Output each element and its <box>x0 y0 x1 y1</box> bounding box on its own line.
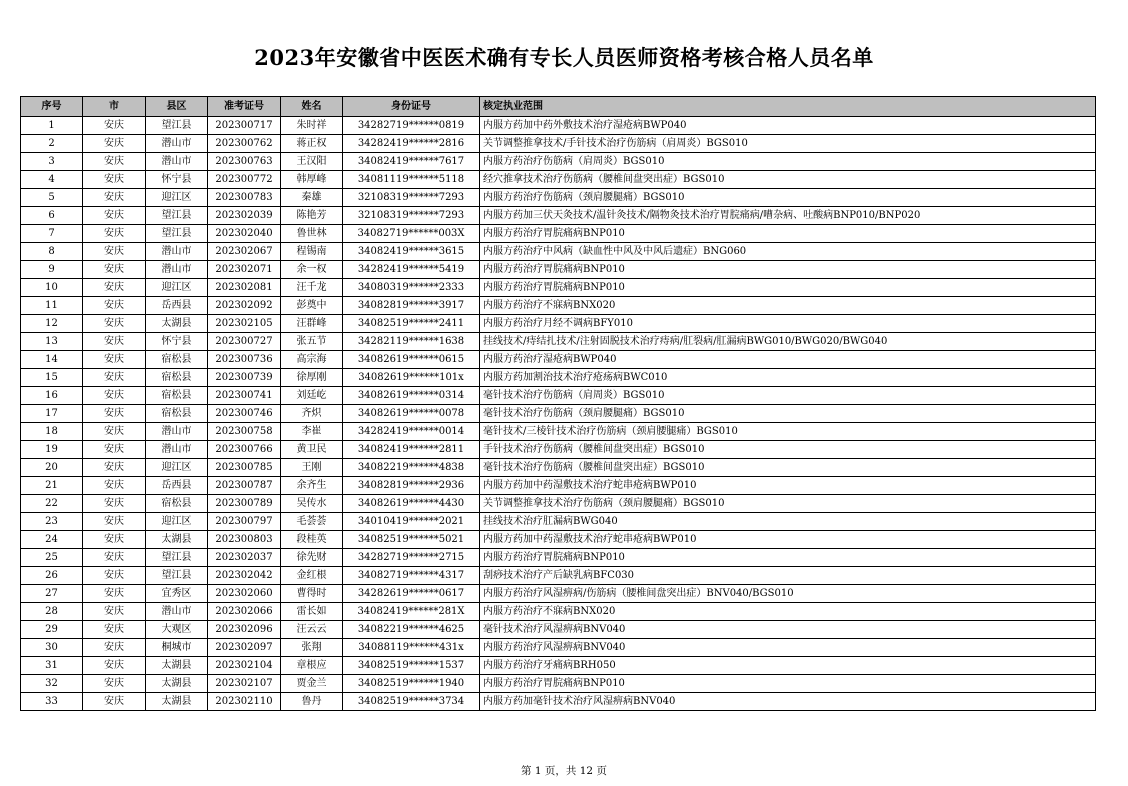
cell-name: 朱时祥 <box>281 117 343 135</box>
table-row <box>21 639 1096 657</box>
cell-index: 19 <box>21 441 83 459</box>
cell-name: 段桂英 <box>281 531 343 549</box>
cell-name: 鲁世林 <box>281 225 343 243</box>
cell-county: 太湖县 <box>146 315 208 333</box>
cell-city: 安庆 <box>83 117 146 135</box>
cell-id-number: 34282719******0819 <box>343 117 480 135</box>
cell-city: 安庆 <box>83 135 146 153</box>
cell-county: 怀宁县 <box>146 333 208 351</box>
cell-id-number: 34282119******1638 <box>343 333 480 351</box>
cell-exam-number: 202300741 <box>208 387 281 405</box>
cell-practice-scope: 内服方药加中药湿敷技术治疗蛇串疮病BWP010 <box>480 531 1096 549</box>
cell-id-number: 34081119******5118 <box>343 171 480 189</box>
cell-practice-scope: 内服方药治疗伤筋病（颈肩腰腿痛）BGS010 <box>480 189 1096 207</box>
cell-id-number: 34082519******1940 <box>343 675 480 693</box>
cell-name: 黄卫民 <box>281 441 343 459</box>
cell-county: 宿松县 <box>146 369 208 387</box>
cell-exam-number: 202300785 <box>208 459 281 477</box>
cell-city: 安庆 <box>83 153 146 171</box>
cell-index: 17 <box>21 405 83 423</box>
cell-exam-number: 202302104 <box>208 657 281 675</box>
cell-city: 安庆 <box>83 369 146 387</box>
cell-id-number: 34082219******4838 <box>343 459 480 477</box>
cell-name: 汪千龙 <box>281 279 343 297</box>
cell-city: 安庆 <box>83 513 146 531</box>
cell-index: 24 <box>21 531 83 549</box>
cell-id-number: 34282719******2715 <box>343 549 480 567</box>
table-row <box>21 369 1096 387</box>
table-row <box>21 315 1096 333</box>
cell-name: 汪云云 <box>281 621 343 639</box>
cell-city: 安庆 <box>83 423 146 441</box>
cell-id-number: 34082819******2936 <box>343 477 480 495</box>
cell-exam-number: 202300763 <box>208 153 281 171</box>
cell-name: 刘廷屹 <box>281 387 343 405</box>
cell-index: 2 <box>21 135 83 153</box>
cell-name: 徐厚刚 <box>281 369 343 387</box>
cell-practice-scope: 手针技术治疗伤筋病（腰椎间盘突出症）BGS010 <box>480 441 1096 459</box>
cell-exam-number: 202302037 <box>208 549 281 567</box>
cell-exam-number: 202302105 <box>208 315 281 333</box>
cell-practice-scope: 内服方药加中药湿敷技术治疗蛇串疮病BWP010 <box>480 477 1096 495</box>
cell-exam-number: 202302066 <box>208 603 281 621</box>
table-row <box>21 621 1096 639</box>
cell-name: 毛荟荟 <box>281 513 343 531</box>
cell-index: 1 <box>21 117 83 135</box>
cell-name: 余一权 <box>281 261 343 279</box>
cell-name: 李崔 <box>281 423 343 441</box>
cell-id-number: 34082419******3615 <box>343 243 480 261</box>
cell-city: 安庆 <box>83 243 146 261</box>
cell-county: 潜山市 <box>146 243 208 261</box>
roster-body <box>21 117 1096 711</box>
cell-county: 望江县 <box>146 567 208 585</box>
cell-county: 迎江区 <box>146 189 208 207</box>
cell-practice-scope: 毫针技术治疗伤筋病（肩周炎）BGS010 <box>480 387 1096 405</box>
cell-county: 望江县 <box>146 117 208 135</box>
cell-practice-scope: 内服方药加割治技术治疗疮疡病BWC010 <box>480 369 1096 387</box>
cell-exam-number: 202300772 <box>208 171 281 189</box>
cell-practice-scope: 内服方药治疗伤筋病（肩周炎）BGS010 <box>480 153 1096 171</box>
cell-county: 宿松县 <box>146 495 208 513</box>
cell-county: 桐城市 <box>146 639 208 657</box>
cell-county: 潜山市 <box>146 603 208 621</box>
cell-practice-scope: 内服方药治疗胃脘痛病BNP010 <box>480 549 1096 567</box>
cell-name: 秦雄 <box>281 189 343 207</box>
cell-exam-number: 202300717 <box>208 117 281 135</box>
cell-exam-number: 202302097 <box>208 639 281 657</box>
cell-practice-scope: 内服方药治疗胃脘痛病BNP010 <box>480 675 1096 693</box>
table-row <box>21 279 1096 297</box>
cell-county: 潜山市 <box>146 153 208 171</box>
cell-exam-number: 202302071 <box>208 261 281 279</box>
cell-county: 岳西县 <box>146 297 208 315</box>
cell-exam-number: 202300787 <box>208 477 281 495</box>
cell-id-number: 34282419******0014 <box>343 423 480 441</box>
table-row <box>21 351 1096 369</box>
cell-name: 王汉阳 <box>281 153 343 171</box>
cell-city: 安庆 <box>83 225 146 243</box>
cell-index: 20 <box>21 459 83 477</box>
cell-name: 徐先财 <box>281 549 343 567</box>
table-row <box>21 333 1096 351</box>
roster-table <box>20 96 1096 711</box>
cell-name: 韩厚峰 <box>281 171 343 189</box>
cell-practice-scope: 挂线技术/痔结扎技术/注射固脱技术治疗痔病/肛裂病/肛漏病BWG010/BWG020/BWG040 <box>480 333 1096 351</box>
column-header-exam-number: 准考证号 <box>208 97 281 117</box>
cell-id-number: 34082719******003X <box>343 225 480 243</box>
cell-name: 曹得时 <box>281 585 343 603</box>
table-row <box>21 261 1096 279</box>
column-header-practice-scope: 核定执业范围 <box>480 97 1096 117</box>
table-row <box>21 495 1096 513</box>
cell-name: 金红根 <box>281 567 343 585</box>
cell-city: 安庆 <box>83 261 146 279</box>
table-row <box>21 513 1096 531</box>
cell-name: 彭奠中 <box>281 297 343 315</box>
cell-practice-scope: 关节调整推拿技术/手针技术治疗伤筋病（肩周炎）BGS010 <box>480 135 1096 153</box>
table-row <box>21 297 1096 315</box>
table-row <box>21 117 1096 135</box>
table-row <box>21 135 1096 153</box>
table-row <box>21 405 1096 423</box>
cell-name: 鲁丹 <box>281 693 343 711</box>
cell-exam-number: 202302107 <box>208 675 281 693</box>
cell-name: 章根应 <box>281 657 343 675</box>
cell-city: 安庆 <box>83 675 146 693</box>
cell-exam-number: 202300762 <box>208 135 281 153</box>
cell-city: 安庆 <box>83 279 146 297</box>
cell-index: 29 <box>21 621 83 639</box>
cell-index: 6 <box>21 207 83 225</box>
cell-index: 21 <box>21 477 83 495</box>
table-row <box>21 441 1096 459</box>
cell-exam-number: 202302060 <box>208 585 281 603</box>
cell-id-number: 34082519******3734 <box>343 693 480 711</box>
cell-practice-scope: 内服方药加毫针技术治疗风湿痹病BNV040 <box>480 693 1096 711</box>
cell-practice-scope: 内服方药治疗不寐病BNX020 <box>480 603 1096 621</box>
cell-city: 安庆 <box>83 639 146 657</box>
header-row <box>21 97 1096 117</box>
table-row <box>21 153 1096 171</box>
cell-practice-scope: 内服方药加中药外敷技术治疗湿疮病BWP040 <box>480 117 1096 135</box>
cell-city: 安庆 <box>83 549 146 567</box>
cell-index: 4 <box>21 171 83 189</box>
cell-practice-scope: 毫针技术/三棱针技术治疗伤筋病（颈肩腰腿痛）BGS010 <box>480 423 1096 441</box>
cell-city: 安庆 <box>83 441 146 459</box>
cell-index: 18 <box>21 423 83 441</box>
cell-index: 32 <box>21 675 83 693</box>
cell-id-number: 34082419******2811 <box>343 441 480 459</box>
cell-index: 3 <box>21 153 83 171</box>
cell-practice-scope: 内服方药治疗风湿痹病BNV040 <box>480 639 1096 657</box>
cell-city: 安庆 <box>83 495 146 513</box>
cell-practice-scope: 内服方药治疗风湿痹病/伤筋病（腰椎间盘突出症）BNV040/BGS010 <box>480 585 1096 603</box>
cell-name: 程锡南 <box>281 243 343 261</box>
cell-name: 汪群峰 <box>281 315 343 333</box>
cell-exam-number: 202302110 <box>208 693 281 711</box>
document-title: 2023年安徽省中医医术确有专长人员医师资格考核合格人员名单 <box>254 45 874 70</box>
cell-city: 安庆 <box>83 207 146 225</box>
cell-index: 15 <box>21 369 83 387</box>
cell-county: 迎江区 <box>146 279 208 297</box>
cell-city: 安庆 <box>83 315 146 333</box>
cell-exam-number: 202302067 <box>208 243 281 261</box>
table-row <box>21 459 1096 477</box>
cell-practice-scope: 经穴推拿技术治疗伤筋病（腰椎间盘突出症）BGS010 <box>480 171 1096 189</box>
cell-index: 7 <box>21 225 83 243</box>
cell-city: 安庆 <box>83 297 146 315</box>
cell-name: 张五节 <box>281 333 343 351</box>
cell-id-number: 34082419******7617 <box>343 153 480 171</box>
cell-index: 25 <box>21 549 83 567</box>
table-row <box>21 189 1096 207</box>
cell-id-number: 34082719******4317 <box>343 567 480 585</box>
cell-county: 岳西县 <box>146 477 208 495</box>
cell-county: 怀宁县 <box>146 171 208 189</box>
cell-name: 吴传水 <box>281 495 343 513</box>
page-footer: 第 1 页，共 12 页 <box>521 765 607 777</box>
cell-exam-number: 202302081 <box>208 279 281 297</box>
cell-exam-number: 202300789 <box>208 495 281 513</box>
cell-city: 安庆 <box>83 657 146 675</box>
cell-practice-scope: 内服方药治疗胃脘痛病BNP010 <box>480 261 1096 279</box>
cell-id-number: 32108319******7293 <box>343 207 480 225</box>
cell-county: 迎江区 <box>146 513 208 531</box>
cell-practice-scope: 毫针技术治疗风湿痹病BNV040 <box>480 621 1096 639</box>
cell-city: 安庆 <box>83 621 146 639</box>
cell-index: 10 <box>21 279 83 297</box>
cell-county: 宿松县 <box>146 351 208 369</box>
cell-exam-number: 202300803 <box>208 531 281 549</box>
cell-exam-number: 202300727 <box>208 333 281 351</box>
cell-name: 余齐生 <box>281 477 343 495</box>
cell-county: 太湖县 <box>146 693 208 711</box>
column-header-id-number: 身份证号 <box>343 97 480 117</box>
cell-index: 8 <box>21 243 83 261</box>
cell-id-number: 34082519******1537 <box>343 657 480 675</box>
cell-practice-scope: 挂线技术治疗肛漏病BWG040 <box>480 513 1096 531</box>
table-row <box>21 603 1096 621</box>
cell-name: 张翔 <box>281 639 343 657</box>
cell-county: 宜秀区 <box>146 585 208 603</box>
cell-id-number: 34282419******2816 <box>343 135 480 153</box>
cell-exam-number: 202302096 <box>208 621 281 639</box>
cell-county: 宿松县 <box>146 387 208 405</box>
cell-id-number: 34082519******2411 <box>343 315 480 333</box>
cell-exam-number: 202300758 <box>208 423 281 441</box>
cell-practice-scope: 关节调整推拿技术治疗伤筋病（颈肩腰腿痛）BGS010 <box>480 495 1096 513</box>
cell-name: 王刚 <box>281 459 343 477</box>
cell-id-number: 34082819******3917 <box>343 297 480 315</box>
cell-exam-number: 202300746 <box>208 405 281 423</box>
table-row <box>21 423 1096 441</box>
cell-exam-number: 202300739 <box>208 369 281 387</box>
cell-practice-scope: 毫针技术治疗伤筋病（腰椎间盘突出症）BGS010 <box>480 459 1096 477</box>
cell-county: 太湖县 <box>146 657 208 675</box>
cell-exam-number: 202302092 <box>208 297 281 315</box>
cell-county: 潜山市 <box>146 135 208 153</box>
cell-county: 潜山市 <box>146 423 208 441</box>
cell-city: 安庆 <box>83 477 146 495</box>
cell-practice-scope: 刮痧技术治疗产后缺乳病BFC030 <box>480 567 1096 585</box>
cell-city: 安庆 <box>83 405 146 423</box>
cell-city: 安庆 <box>83 189 146 207</box>
cell-city: 安庆 <box>83 459 146 477</box>
cell-index: 12 <box>21 315 83 333</box>
table-row <box>21 477 1096 495</box>
cell-index: 27 <box>21 585 83 603</box>
table-row <box>21 225 1096 243</box>
table-row <box>21 207 1096 225</box>
cell-name: 雷长如 <box>281 603 343 621</box>
cell-index: 9 <box>21 261 83 279</box>
cell-name: 齐炽 <box>281 405 343 423</box>
cell-exam-number: 202300797 <box>208 513 281 531</box>
cell-county: 潜山市 <box>146 261 208 279</box>
cell-practice-scope: 内服方药治疗胃脘痛病BNP010 <box>480 279 1096 297</box>
cell-id-number: 34082519******5021 <box>343 531 480 549</box>
cell-exam-number: 202302039 <box>208 207 281 225</box>
cell-practice-scope: 毫针技术治疗伤筋病（颈肩腰腿痛）BGS010 <box>480 405 1096 423</box>
cell-index: 28 <box>21 603 83 621</box>
cell-index: 16 <box>21 387 83 405</box>
cell-practice-scope: 内服方药治疗湿疮病BWP040 <box>480 351 1096 369</box>
table-row <box>21 171 1096 189</box>
table-row <box>21 585 1096 603</box>
cell-city: 安庆 <box>83 531 146 549</box>
cell-id-number: 34082619******0314 <box>343 387 480 405</box>
cell-exam-number: 202302040 <box>208 225 281 243</box>
cell-id-number: 34088119******431x <box>343 639 480 657</box>
cell-city: 安庆 <box>83 603 146 621</box>
cell-id-number: 34082619******0615 <box>343 351 480 369</box>
cell-city: 安庆 <box>83 585 146 603</box>
cell-city: 安庆 <box>83 387 146 405</box>
column-header-index: 序号 <box>21 97 83 117</box>
cell-id-number: 34082419******281X <box>343 603 480 621</box>
cell-city: 安庆 <box>83 333 146 351</box>
cell-index: 5 <box>21 189 83 207</box>
table-row <box>21 549 1096 567</box>
table-row <box>21 675 1096 693</box>
table-row <box>21 567 1096 585</box>
cell-index: 23 <box>21 513 83 531</box>
cell-index: 11 <box>21 297 83 315</box>
cell-id-number: 34082619******0078 <box>343 405 480 423</box>
table-row <box>21 387 1096 405</box>
column-header-city: 市 <box>83 97 146 117</box>
cell-exam-number: 202300766 <box>208 441 281 459</box>
cell-county: 潜山市 <box>146 441 208 459</box>
cell-practice-scope: 内服方药治疗牙痛病BRH050 <box>480 657 1096 675</box>
cell-practice-scope: 内服方药治疗中风病（缺血性中风及中风后遗症）BNG060 <box>480 243 1096 261</box>
cell-practice-scope: 内服方药治疗不寐病BNX020 <box>480 297 1096 315</box>
table-row <box>21 693 1096 711</box>
cell-city: 安庆 <box>83 171 146 189</box>
cell-exam-number: 202300736 <box>208 351 281 369</box>
cell-county: 宿松县 <box>146 405 208 423</box>
cell-index: 31 <box>21 657 83 675</box>
cell-county: 太湖县 <box>146 531 208 549</box>
cell-practice-scope: 内服方药治疗月经不调病BFY010 <box>480 315 1096 333</box>
cell-id-number: 34282419******5419 <box>343 261 480 279</box>
cell-id-number: 32108319******7293 <box>343 189 480 207</box>
cell-index: 26 <box>21 567 83 585</box>
cell-index: 14 <box>21 351 83 369</box>
cell-name: 贾金兰 <box>281 675 343 693</box>
table-row <box>21 243 1096 261</box>
cell-practice-scope: 内服方药治疗胃脘痛病BNP010 <box>480 225 1096 243</box>
cell-county: 望江县 <box>146 225 208 243</box>
table-row <box>21 531 1096 549</box>
cell-index: 30 <box>21 639 83 657</box>
cell-exam-number: 202300783 <box>208 189 281 207</box>
cell-city: 安庆 <box>83 351 146 369</box>
column-header-county: 县区 <box>146 97 208 117</box>
cell-id-number: 34082619******4430 <box>343 495 480 513</box>
cell-index: 22 <box>21 495 83 513</box>
table-row <box>21 657 1096 675</box>
cell-county: 太湖县 <box>146 675 208 693</box>
cell-practice-scope: 内服方药加三伏天灸技术/温针灸技术/隔物灸技术治疗胃脘痛病/嘈杂病、吐酸病BNP010/BNP020 <box>480 207 1096 225</box>
column-header-name: 姓名 <box>281 97 343 117</box>
cell-county: 大观区 <box>146 621 208 639</box>
cell-county: 望江县 <box>146 549 208 567</box>
cell-county: 迎江区 <box>146 459 208 477</box>
cell-name: 陈艳芳 <box>281 207 343 225</box>
cell-index: 33 <box>21 693 83 711</box>
cell-id-number: 34082219******4625 <box>343 621 480 639</box>
cell-county: 望江县 <box>146 207 208 225</box>
cell-id-number: 34082619******101x <box>343 369 480 387</box>
cell-exam-number: 202302042 <box>208 567 281 585</box>
cell-city: 安庆 <box>83 567 146 585</box>
cell-id-number: 34080319******2333 <box>343 279 480 297</box>
cell-id-number: 34282619******0617 <box>343 585 480 603</box>
cell-city: 安庆 <box>83 693 146 711</box>
cell-name: 蒋正权 <box>281 135 343 153</box>
cell-name: 高宗海 <box>281 351 343 369</box>
cell-id-number: 34010419******2021 <box>343 513 480 531</box>
cell-index: 13 <box>21 333 83 351</box>
